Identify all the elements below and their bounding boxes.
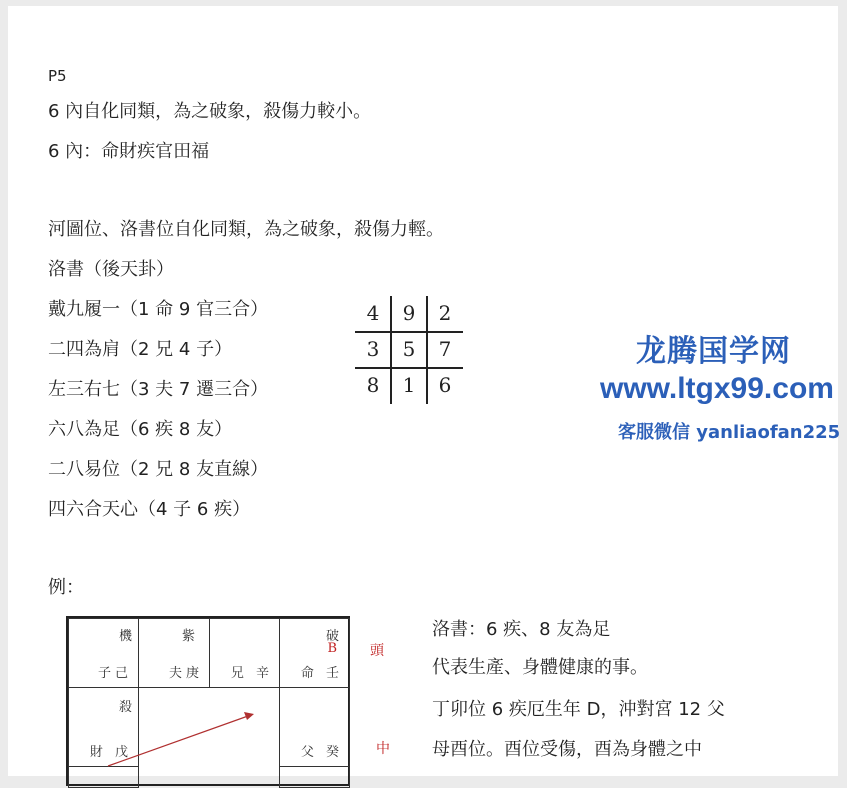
example-label: 例： — [48, 577, 84, 598]
palace-star: 紫 — [181, 629, 195, 644]
text-line-8: 六八為足（6 疾 8 友） — [48, 419, 233, 440]
watermark-title: 龙腾国学网 — [636, 334, 791, 369]
text-line-5: 戴九履一（1 命 9 官三合） — [48, 299, 269, 320]
explanation-line-2: 代表生產、身體健康的事。 — [432, 657, 648, 678]
lo-shu-cell: 2 — [438, 301, 452, 325]
side-label-head: 頭 — [370, 643, 384, 659]
text-line-10: 四六合天心（4 子 6 疾） — [48, 499, 251, 520]
text-line-2: 6 內：命財疾官田福 — [48, 141, 210, 162]
palace-star: 破 — [325, 629, 339, 644]
ziwei-chart — [66, 616, 350, 786]
lo-shu-cell: 3 — [366, 337, 380, 361]
lo-shu-cell: 8 — [366, 373, 380, 397]
arrow-icon — [68, 618, 352, 788]
palace-name: 命 壬 — [300, 666, 343, 681]
explanation-line-1: 洛書：6 疾、8 友為足 — [432, 619, 611, 640]
palace-star: 殺 — [118, 700, 132, 715]
text-line-7: 左三右七（3 夫 7 遷三合） — [48, 379, 269, 400]
side-label-middle: 中 — [376, 741, 390, 757]
text-line-9: 二八易位（2 兄 8 友直線） — [48, 459, 269, 480]
text-line-4: 洛書（後天卦） — [48, 259, 174, 280]
lo-shu-cell: 7 — [438, 337, 452, 361]
palace-name: 父 癸 — [300, 745, 343, 760]
lo-shu-cell: 6 — [438, 373, 452, 397]
lo-shu-cell: 5 — [402, 337, 416, 361]
text-line-1: 6 內自化同類，為之破象，殺傷力較小。 — [48, 101, 372, 122]
palace-name: 夫庚 — [168, 666, 203, 681]
text-line-6: 二四為肩（2 兄 4 子） — [48, 339, 233, 360]
lo-shu-cell: 1 — [402, 373, 416, 397]
page-label: P5 — [48, 67, 67, 85]
palace-name: 兄 辛 — [230, 666, 273, 681]
explanation-line-4: 母酉位。酉位受傷，酉為身體之中 — [432, 739, 702, 760]
text-line-3: 河圖位、洛書位自化同類，為之破象，殺傷力輕。 — [48, 219, 444, 240]
transform-marker: B — [327, 641, 337, 656]
palace-name: 財 戊 — [89, 745, 132, 760]
palace-star: 機 — [118, 629, 132, 644]
palace-name: 子己 — [97, 666, 132, 681]
lo-shu-cell: 9 — [402, 301, 416, 325]
lo-shu-cell: 4 — [366, 301, 380, 325]
lo-shu-grid — [355, 296, 463, 404]
watermark-contact: 客服微信 yanliaofan225 — [618, 422, 841, 443]
explanation-line-3: 丁卯位 6 疾厄生年 D，沖對宮 12 父 — [432, 699, 725, 720]
watermark-url: www.ltgx99.com — [600, 372, 834, 405]
